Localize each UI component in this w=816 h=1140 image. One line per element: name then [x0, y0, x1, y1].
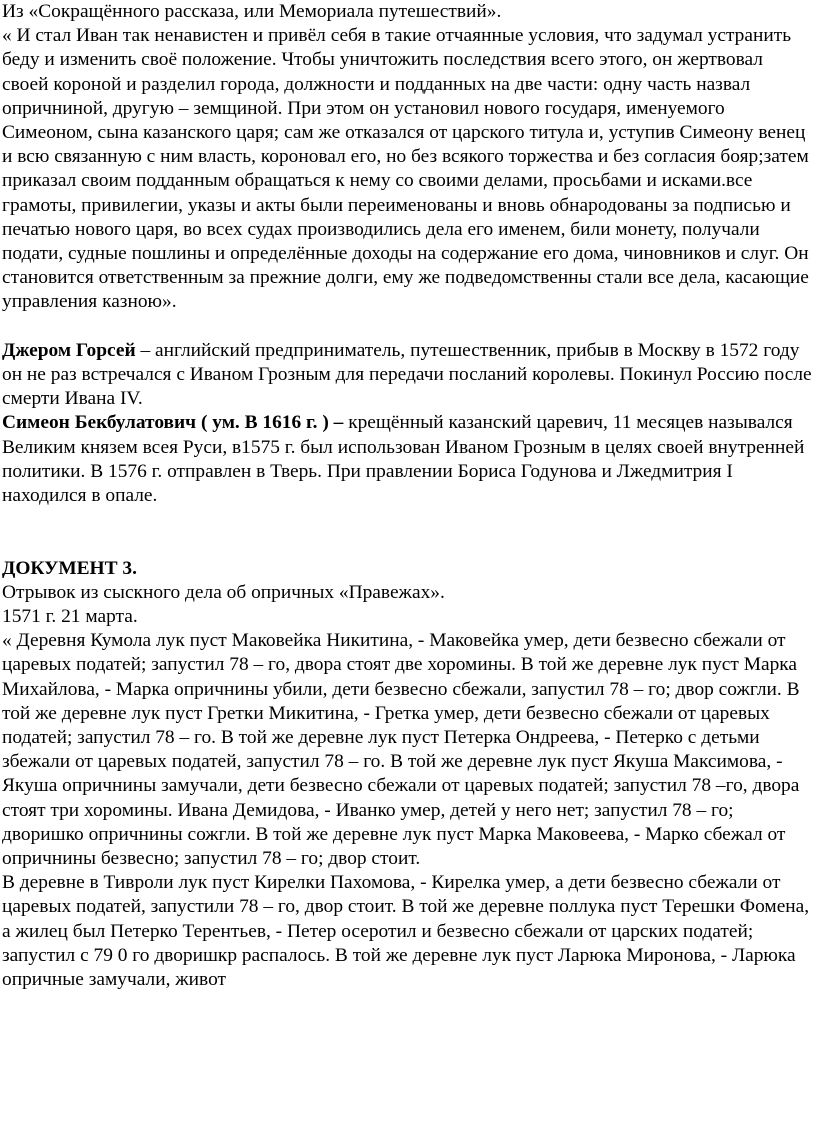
document-page	[2, 0, 814, 992]
document-3-paragraph: В деревне в Тивроли лук пуст Кирелки Пахомова, - Кирелка умер, а дети безвесно сбежали от царевых податей, запустили 78 – го, двор стоит. В той же деревне поллука пуст Терешки Фомена, а жилец был Петерко Терентьев, - Петер осеротил и безвесно сбежали от царских податей; запустил с 79 0 го дворишкр распалось. В той же деревне лук пуст Ларюка Миронова, - Ларюка опричные замучали, живот	[2, 872, 810, 991]
blank-line	[2, 532, 814, 556]
document-3-heading: ДОКУМЕНТ 3.	[2, 557, 137, 579]
note-text: – английский предприниматель, путешественник, прибыв в Москву в 1572 году он не раз встречался с Иваном Грозным для передачи посланий королевы. Покинул Россию после смерти Ивана IV.	[2, 339, 812, 410]
note-term: Симеон Бекбулатович ( ум. В 1616 г. ) –	[2, 412, 344, 434]
document-3-date: 1571 г. 21 марта.	[2, 606, 138, 628]
blank-line	[2, 508, 814, 532]
document-3-subtitle: Отрывок из сыскного дела об опричных «Правежах».	[2, 581, 445, 603]
note-gorsey	[2, 339, 814, 412]
gorsey-quote: « И стал Иван так ненавистен и привёл себя в такие отчаянные условия, что задумал устранить беду и изменить своё положение. Чтобы уничтожить последствия всего этого, он жертвовал своей короной и разделил города, должности и подданных на две части: одну часть назвал опричниной, другую – земщиной. При этом он установил нового государя, именуемого Симеоном, сына казанского царя; сам же отказался от царского титула и, уступив Симеону венец и всю связанную с ним власть, короновал его, но без всякого торжества и без согласия бояр;затем приказал своим подданным обращаться к нему со своими делами, просьбами и исками.все грамоты, привилегии, указы и акты были переименованы и вновь обнародованы за подписью и печатью нового царя, во всех судах производились дела его именем, били монету, получали подати, судные пошлины и определённые доходы на содержание его дома, чиновников и слуг. Он становится ответственным за прежние долги, ему же подведомственны стали все дела, касающие управления казною».	[2, 25, 809, 313]
document-3-paragraph: « Деревня Кумола лук пуст Маковейка Никитина, - Маковейка умер, дети безвесно сбежали от царевых податей; запустил 78 – го, двора стоят две хоромины. В той же деревне лук пуст Марка Михайлова, - Марка опричнины убили, дети безвесно сбежали, запустил 78 – го; двор сожгли. В той же деревне лук пуст Гретки Микитина, - Гретка умер, дети безвесно сбежали от царевых податей; запустил 78 – го. В той же деревне лук пуст Петерка Ондреева, - Петерко с детьми збежали от царевых податей, запустил 78 – го. В той же деревне лук пуст Якуша Максимова, - Якуша опричнины замучали, дети безвесно сбежали от царевых податей; запустил 78 –го, двора стоят три хоромины. Ивана Демидова, - Иванко умер, детей у него нет; запустил 78 – го; дворишко опричнины сожгли. В той же деревне лук пуст Марка Маковеева, - Марко сбежал от опричнины безвесно; запустил 78 – го; двор стоит.	[2, 630, 800, 870]
note-simeon	[2, 411, 814, 508]
note-text: крещённый казанский царевич, 11 месяцев назывался Великим князем всея Руси, в1575 г. был использован Иваном Грозным в целях своей внутренней политики. В 1576 г. отправлен в Тверь. При правлении Бориса Годунова и Лжедмитрия I находился в опале.	[2, 412, 805, 507]
blank-line	[2, 315, 814, 339]
note-term: Джером Горсей	[2, 339, 136, 361]
source-title: Из «Сокращённого рассказа, или Мемориала путешествий».	[2, 1, 502, 22]
